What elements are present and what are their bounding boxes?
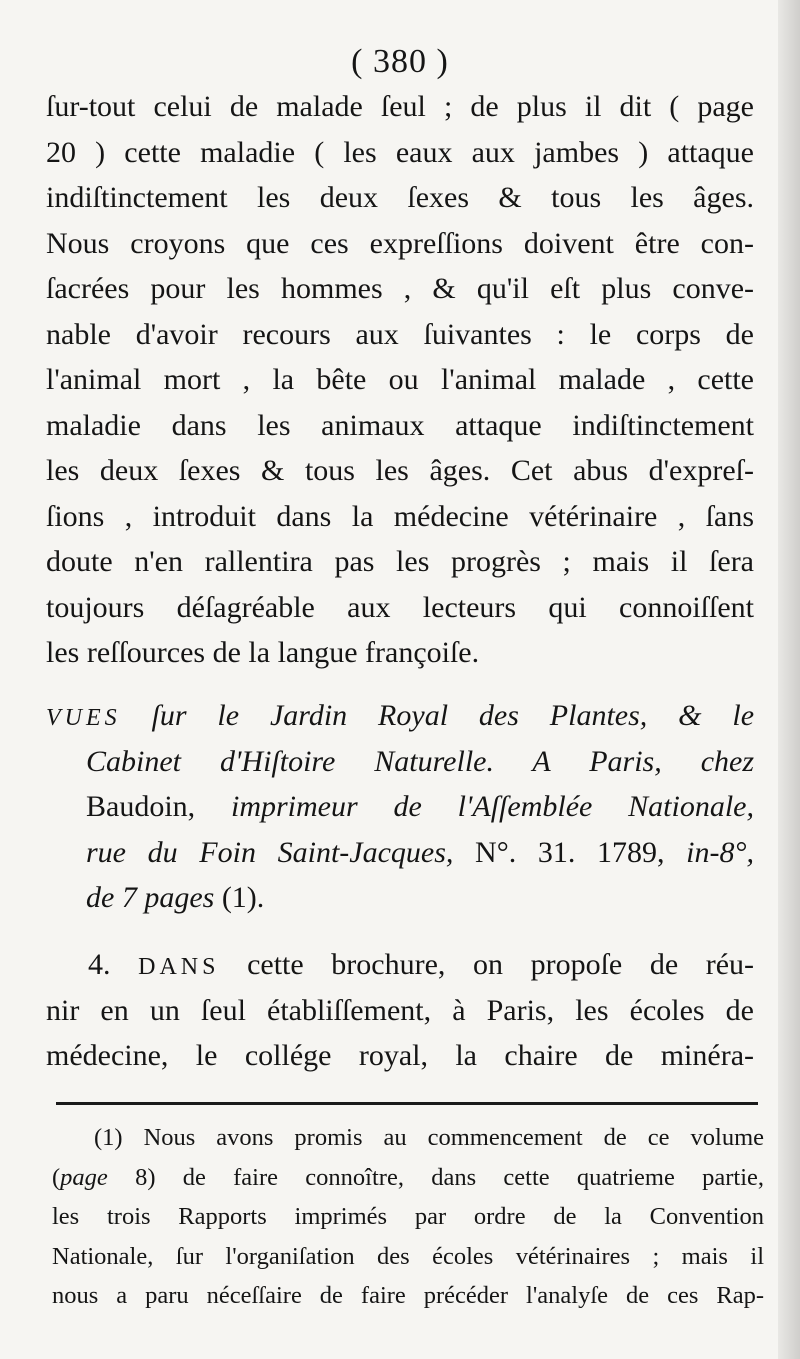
text-line: les deux ſexes & tous les âges. Cet abus d'expreſ- (46, 454, 754, 487)
paragraph-2-text: cette brochure, on propoſe de réu- (247, 948, 755, 981)
text-line: maladie dans les animaux attaque indiſtinctement (46, 408, 754, 442)
text-line: 20 ) cette maladie ( les eaux aux jambes ) attaque (46, 135, 754, 169)
footnote-divider (56, 1102, 758, 1105)
page-number: ( 380 ) (351, 43, 449, 80)
page-count: de 7 pages (86, 881, 215, 914)
footnote-marker: (1) (94, 1124, 123, 1151)
text-line: les reſſources de la langue françoiſe. (46, 636, 480, 669)
paragraph-2-line-1 (46, 942, 754, 988)
footnote-line-2 (52, 1158, 764, 1198)
page-edge-shadow (778, 0, 800, 1359)
text-line: Nous croyons que ces expreſſions doivent être con- (46, 226, 754, 260)
footnote-line-3: les trois Rapports imprimés par ordre de la Convention (52, 1203, 764, 1230)
footnote-reference: (1). (221, 881, 265, 914)
text-line: doute n'en rallentira pas les progrès ; mais il ſera (46, 545, 754, 578)
footnote-page-word: page (60, 1163, 108, 1191)
footnote-line-4: Nationale, ſur l'organiſation des écoles vétérinaires ; mais il (52, 1242, 764, 1270)
text-line: nir en un ſeul établiſſement, à Paris, les écoles de (46, 993, 754, 1027)
review-title-lead: VUES (46, 705, 121, 731)
footnote-text: Nous avons promis au commencement de ce volume (143, 1124, 765, 1151)
publication-number-year: N°. 31. 1789, (475, 835, 665, 869)
footnote-paren: ( (52, 1163, 61, 1191)
paragraph-lead-word: DANS (138, 954, 220, 980)
footnote-line-5: nous a paru néceſſaire de faire précéder l'analyſe de ces Rap- (52, 1282, 764, 1309)
text-line: indiſtinctement les deux ſexes & tous les âges. (46, 181, 754, 214)
text-line: médecine, le collége royal, la chaire de minéra- (46, 1039, 754, 1072)
review-line-1 (46, 693, 754, 739)
text-line: nable d'avoir recours aux ſuivantes : le corps de (46, 317, 754, 351)
text-line: ſur-tout celui de malade ſeul ; de plus il dit ( page (46, 90, 754, 123)
paragraph-1 (46, 84, 754, 676)
item-number: 4. (88, 948, 111, 981)
publisher-address: rue du Foin Saint-Jacques, (86, 835, 454, 869)
text-line: ſions , introduit dans la médecine vétérinaire , ſans (46, 499, 754, 533)
paragraph-2 (46, 942, 754, 1079)
review-title: ſur le Jardin Royal des Plantes, & le (151, 699, 755, 732)
publisher-name: Baudoin, (86, 790, 196, 823)
text-line: ſacrées pour les hommes , & qu'il eſt plus conve- (46, 272, 754, 305)
footnote-text: 8) de faire connoître, dans cette quatrieme partie, (135, 1163, 765, 1191)
text-line: l'animal mort , la bête ou l'animal malade , cette (46, 363, 754, 396)
publisher-title: imprimeur de l'Aſſemblée Nationale, (231, 790, 754, 823)
review-line-5 (46, 875, 754, 921)
footnote-line-1 (52, 1118, 764, 1158)
review-line-4 (46, 830, 754, 876)
book-review-entry (46, 693, 754, 921)
review-line-2: Cabinet d'Hiſtoire Naturelle. A Paris, chez (86, 744, 754, 778)
text-line: toujours déſagréable aux lecteurs qui connoiſſent (46, 590, 754, 624)
book-format: in-8°, (686, 835, 754, 869)
review-line-3 (46, 784, 754, 830)
footnote (52, 1118, 764, 1316)
